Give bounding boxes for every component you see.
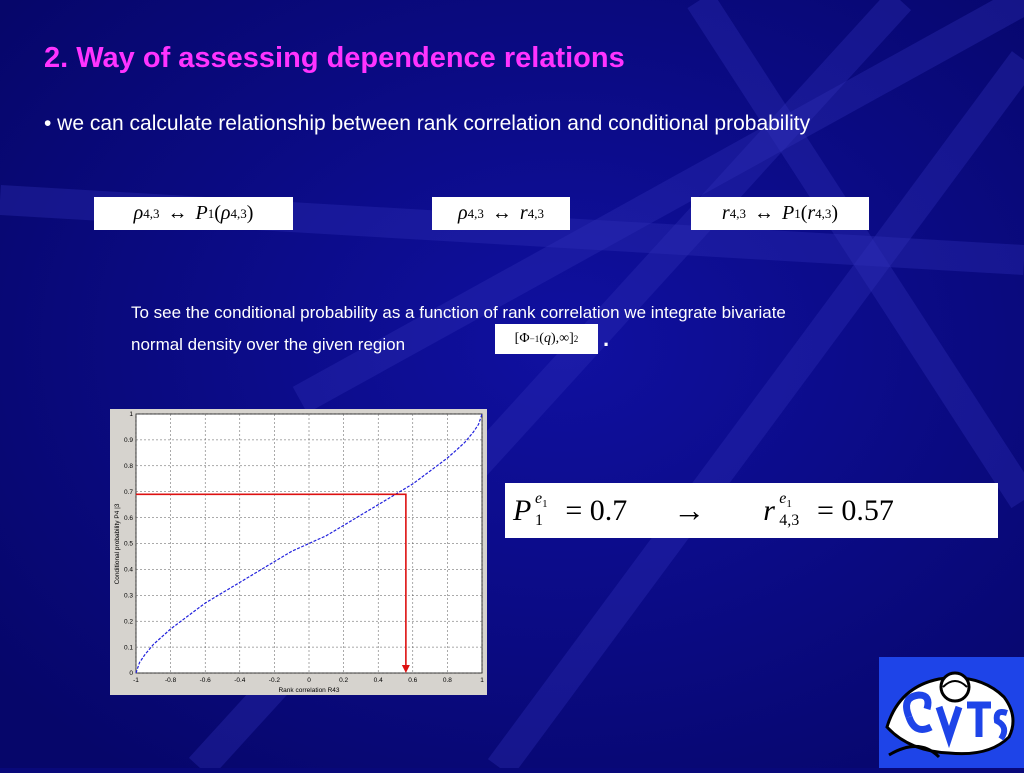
f1-lhs-sub: 4,3 [143, 205, 160, 221]
chart-panel [110, 409, 487, 695]
cats-logo [879, 657, 1024, 768]
f3-arrow: ↔ [753, 202, 774, 224]
y-tick-label: 1 [129, 411, 133, 419]
x-tick-label: -0.4 [234, 677, 246, 684]
region-sup: 2 [573, 334, 579, 344]
x-tick-label: -1 [133, 677, 139, 684]
y-tick-label: 0 [129, 670, 133, 678]
y-tick-label: 0.7 [123, 488, 133, 496]
x-axis-label: Rank correlation R43 [278, 687, 340, 694]
f1-arrow: ↔ [167, 202, 188, 224]
y-tick-label: 0.8 [123, 463, 133, 470]
region-phi: Φ [519, 331, 530, 346]
x-tick-label: 0.4 [373, 677, 383, 684]
result-p-sup: e [535, 489, 543, 507]
bullet-text: • we can calculate relationship between rank correlation and conditional probability [44, 112, 811, 135]
f3-arg: r [807, 202, 816, 224]
f3-arg-sub: 4,3 [815, 205, 832, 221]
rank-correlation-chart [110, 409, 487, 695]
x-tick-label: 1 [480, 677, 484, 684]
y-tick-label: 0.5 [123, 540, 133, 548]
result-r-symbol: r [763, 493, 775, 527]
x-tick-label: -0.6 [199, 677, 211, 684]
y-tick-label: 0.6 [123, 514, 133, 522]
f1-lhs: ρ [133, 202, 144, 224]
x-tick-label: 0.2 [339, 677, 349, 684]
formula-rho-to-r [432, 197, 570, 230]
result-p-symbol: P [513, 493, 532, 527]
formula-integration-region: [ Φ −1 ( q ) ,∞] 2 [495, 324, 598, 354]
result-arrow: → [673, 492, 706, 528]
x-tick-label: 0.8 [442, 677, 452, 684]
region-arg: q [543, 331, 551, 346]
f2-arrow: ↔ [491, 202, 512, 224]
result-r-sup: e [779, 489, 787, 507]
paragraph-line-2: normal density over the given region [131, 335, 406, 354]
region-rest: ,∞] [555, 331, 574, 346]
x-tick-label: -0.2 [268, 677, 281, 684]
f2-rhs: r [519, 202, 528, 224]
f3-fn-sub: 1 [794, 205, 801, 221]
f1-fn-sub: 1 [207, 205, 215, 221]
y-axis-label: Conditional probability P4 |3 [114, 503, 121, 585]
f2-lhs: ρ [458, 202, 468, 224]
result-r-eq: = 0.57 [816, 493, 894, 527]
formula-r-to-probability: r 4,3 ↔ P 1 ( r 4,3 ) [691, 197, 869, 230]
f1-arg-sub: 4,3 [230, 205, 247, 221]
result-p-sup-sub: 1 [542, 497, 548, 510]
x-tick-label: 0 [307, 677, 311, 684]
x-tick-label: -0.8 [164, 677, 177, 684]
result-r [763, 489, 800, 529]
slide-title: 2. Way of assessing dependence relations [44, 42, 625, 74]
y-tick-label: 0.4 [123, 566, 133, 574]
f3-lhs: r [721, 202, 730, 224]
formula-rho-to-probability: ρ 4,3 ↔ P 1 ( ρ 4,3 ) [94, 197, 293, 230]
f2-rhs-sub: 4,3 [527, 205, 544, 221]
paragraph-line-1: To see the conditional probability as a function of rank correlation we integrate bivariate [131, 303, 786, 322]
result-p-eq: = 0.7 [565, 493, 628, 527]
formula-result [505, 483, 998, 538]
result-r-sup-sub: 1 [786, 497, 792, 510]
result-r-sub: 4,3 [779, 511, 800, 529]
paragraph-period: . [603, 326, 610, 351]
result-p-sub: 1 [535, 511, 543, 529]
y-tick-label: 0.2 [123, 618, 133, 626]
f1-arg: ρ [220, 202, 231, 224]
y-tick-label: 0.9 [123, 437, 133, 445]
f2-lhs-sub: 4,3 [467, 205, 484, 221]
x-tick-label: 0.6 [408, 677, 418, 684]
y-tick-label: 0.1 [123, 644, 133, 652]
f3-lhs-sub: 4,3 [729, 205, 746, 221]
result-p [513, 489, 548, 529]
cats-logo-icon [879, 657, 1024, 768]
f3-fn: P [781, 202, 795, 224]
f1-fn: P [195, 202, 208, 224]
y-tick-label: 0.3 [123, 592, 133, 600]
region-phi-sup: −1 [529, 334, 540, 344]
